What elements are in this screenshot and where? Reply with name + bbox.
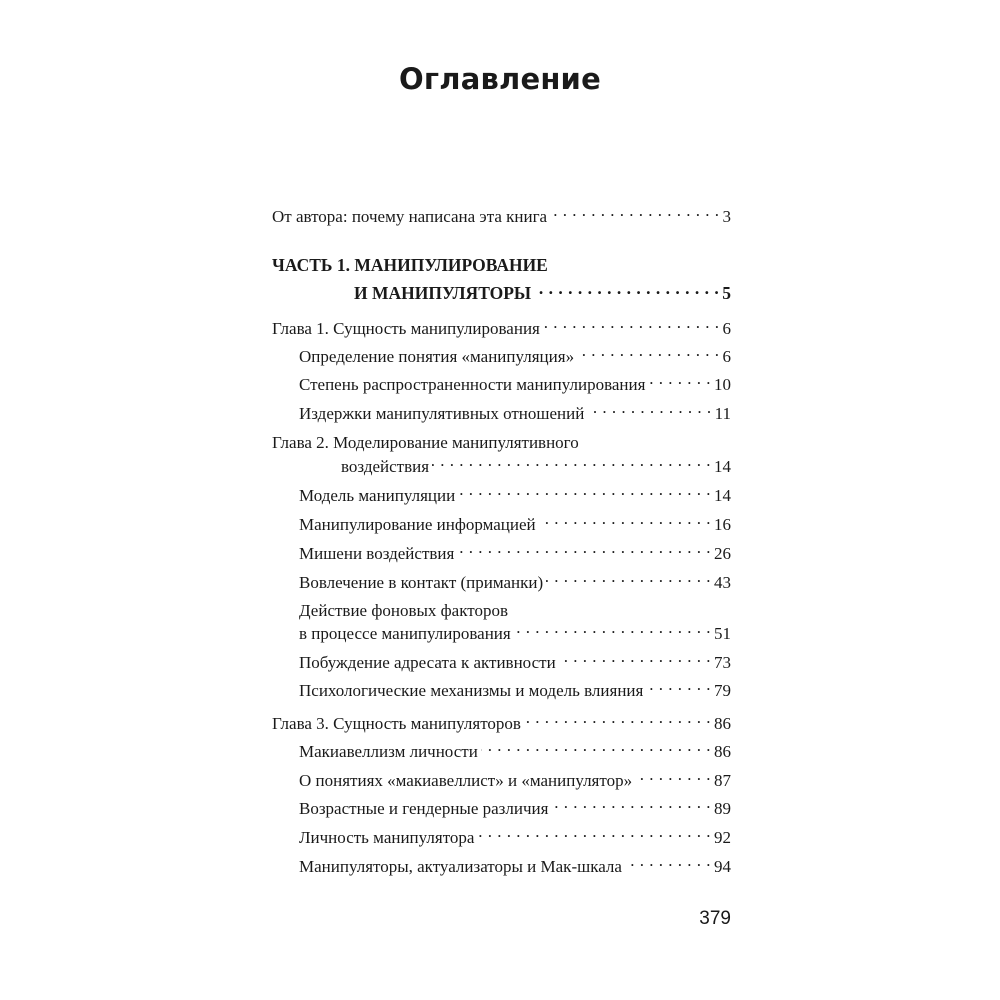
toc-entry-chapter-2[interactable]	[341, 455, 731, 477]
page-title: Оглавление	[399, 62, 601, 96]
toc-entry-page: 43	[714, 573, 731, 592]
toc-entry-section[interactable]	[299, 345, 731, 367]
toc-entry-title: Издержки манипулятивных отношений	[299, 404, 585, 423]
page-number: 379	[699, 908, 731, 929]
toc-entry-page: 3	[722, 207, 731, 226]
dot-leader	[635, 769, 711, 786]
toc-entry-title: Побуждение адресата к активности	[299, 653, 556, 672]
dot-leader	[546, 571, 711, 588]
toc-section-title-line1[interactable]: Действие фоновых факторов	[299, 601, 508, 620]
toc-entry-title: От автора: почему написана эта книга	[272, 207, 548, 226]
dot-leader	[551, 797, 711, 814]
toc-entry-section[interactable]	[299, 542, 731, 564]
toc-entry-page: 94	[714, 857, 731, 876]
toc-entry-section[interactable]	[299, 484, 731, 506]
toc-entry-page: 51	[714, 624, 731, 643]
dot-leader	[550, 205, 719, 222]
toc-part-title-line1[interactable]: ЧАСТЬ 1. МАНИПУЛИРОВАНИЕ	[272, 255, 548, 275]
toc-entry-preface[interactable]	[272, 205, 731, 227]
toc-entry-title: воздействия	[341, 457, 430, 476]
toc-entry-title: Личность манипулятора	[299, 828, 475, 847]
toc-entry-page: 86	[714, 714, 731, 733]
toc-entry-section[interactable]	[299, 402, 731, 424]
toc-entry-title: Степень распространенности манипулирования	[299, 375, 646, 394]
toc-entry-section[interactable]	[299, 622, 731, 644]
toc-entry-title: Возрастные и гендерные различия	[299, 799, 549, 818]
toc-chapter-title-line1[interactable]: Глава 2. Моделирование манипулятивного	[272, 433, 579, 452]
toc-entry-page: 92	[714, 828, 731, 847]
toc-entry-title: в процессе манипулирования	[299, 624, 511, 643]
toc-entry-title: Определение понятия «манипуляция»	[299, 347, 575, 366]
toc-entry-section[interactable]	[299, 797, 731, 819]
dot-leader	[524, 712, 711, 729]
dot-leader	[514, 622, 711, 639]
toc-entry-page: 6	[722, 347, 731, 366]
toc-entry-section[interactable]	[299, 651, 731, 673]
toc-entry-section[interactable]	[299, 571, 731, 593]
toc-entry-title: Глава 3. Сущность манипуляторов	[272, 714, 521, 733]
toc-entry-page: 73	[714, 653, 731, 672]
dot-leader	[432, 455, 711, 472]
dot-leader	[458, 484, 711, 501]
dot-leader	[457, 542, 711, 559]
dot-leader	[587, 402, 711, 419]
toc-entry-page: 14	[714, 457, 731, 476]
toc-entry-title: Глава 1. Сущность манипулирования	[272, 319, 540, 338]
toc-entry-section[interactable]	[299, 769, 731, 791]
toc-entry-page: 6	[722, 319, 731, 338]
toc-entry-page: 89	[714, 799, 731, 818]
toc-entry-section[interactable]	[299, 826, 731, 848]
toc-entry-page: 86	[714, 742, 731, 761]
dot-leader	[648, 373, 711, 390]
toc-entry-title: Манипуляторы, актуализаторы и Мак-шкала	[299, 857, 622, 876]
dot-leader	[559, 651, 711, 668]
toc-entry-title: Психологические механизмы и модель влияния	[299, 681, 644, 700]
toc-entry-title: Макиавеллизм личности	[299, 742, 478, 761]
toc-entry-page: 10	[714, 375, 731, 394]
toc-entry-page: 11	[714, 404, 731, 423]
toc-entry-title: Мишени воздействия	[299, 544, 455, 563]
toc-entry-section[interactable]	[299, 513, 731, 535]
toc-entry-section[interactable]	[299, 373, 731, 395]
toc-entry-page: 87	[714, 771, 731, 790]
toc-entry-title: И МАНИПУЛЯТОРЫ	[354, 282, 532, 303]
toc-entry-page: 16	[714, 515, 731, 534]
dot-leader	[577, 345, 719, 362]
toc-entry-section[interactable]	[299, 740, 731, 762]
table-of-contents	[272, 0, 731, 1000]
toc-entry-part1[interactable]	[354, 281, 731, 303]
toc-entry-chapter-1[interactable]	[272, 317, 731, 339]
toc-entry-title: О понятиях «макиавеллист» и «манипулятор»	[299, 771, 633, 790]
toc-entry-title: Модель манипуляции	[299, 486, 456, 505]
toc-entry-section[interactable]	[299, 855, 731, 877]
toc-entry-title: Вовлечение в контакт (приманки)	[299, 573, 544, 592]
toc-entry-page: 5	[722, 282, 731, 303]
toc-entry-page: 14	[714, 486, 731, 505]
toc-entry-page: 26	[714, 544, 731, 563]
dot-leader	[477, 826, 711, 843]
toc-entry-title: Манипулирование информацией	[299, 515, 536, 534]
dot-leader	[625, 855, 711, 872]
toc-entry-section[interactable]	[299, 679, 731, 701]
dot-leader	[646, 679, 711, 696]
dot-leader	[543, 317, 720, 334]
dot-leader	[481, 740, 711, 757]
dot-leader	[539, 513, 711, 530]
dot-leader	[534, 281, 719, 299]
toc-entry-page: 79	[714, 681, 731, 700]
toc-entry-chapter-3[interactable]	[272, 712, 731, 734]
